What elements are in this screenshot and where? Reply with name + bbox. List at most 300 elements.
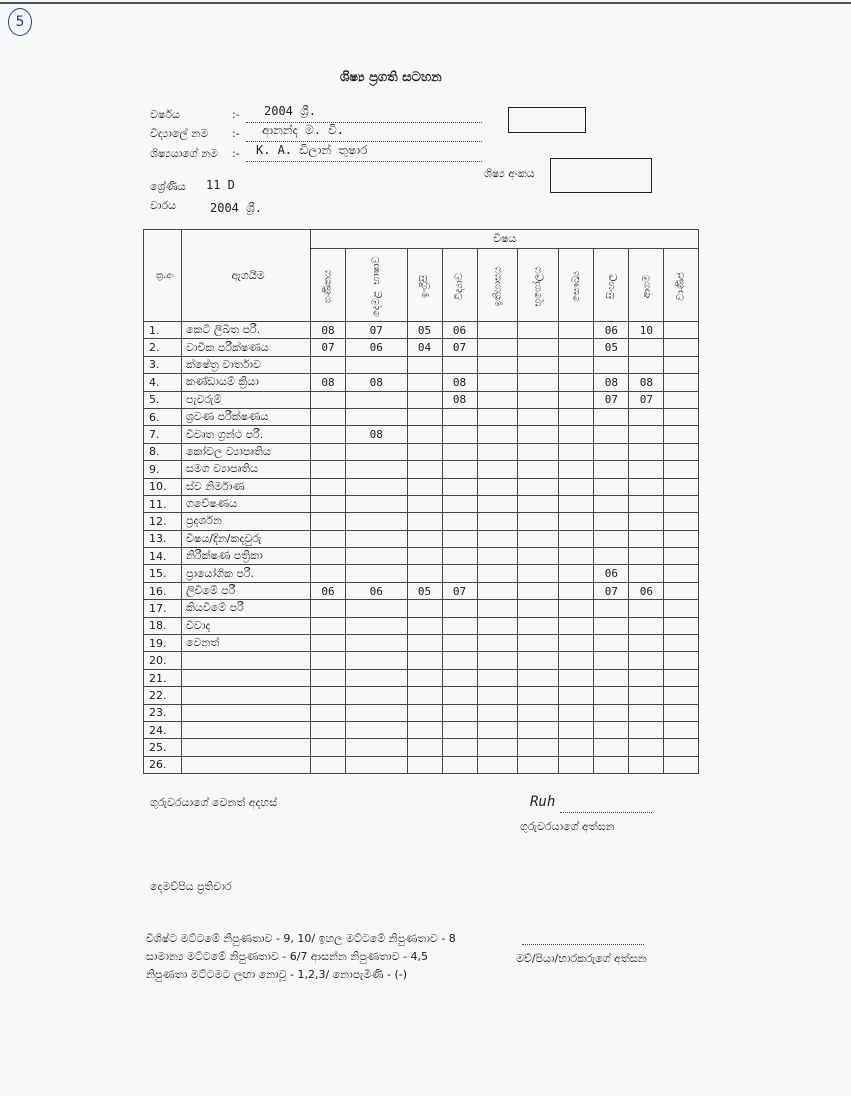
mark-cell (346, 687, 408, 704)
mark-cell (477, 356, 518, 373)
table-row (144, 669, 699, 686)
row-number: 16. (144, 582, 182, 599)
mark-cell (559, 565, 594, 582)
mark-cell (346, 408, 408, 425)
grade-value: 11 D (206, 178, 235, 192)
mark-cell (477, 582, 518, 599)
mark-cell (518, 687, 559, 704)
mark-cell (442, 739, 477, 756)
mark-cell (407, 635, 442, 652)
assessment-name: පැවරුම් (182, 391, 311, 408)
mark-cell (442, 356, 477, 373)
mark-cell (311, 687, 346, 704)
mark-cell (442, 652, 477, 669)
mark-cell (477, 374, 518, 391)
mark-cell (407, 478, 442, 495)
mark-cell (518, 756, 559, 773)
mark-cell (407, 652, 442, 669)
mark-cell (477, 495, 518, 512)
mark-cell (594, 617, 629, 634)
row-number: 25. (144, 739, 182, 756)
mark-cell (629, 461, 664, 478)
mark-cell (559, 600, 594, 617)
mark-cell (664, 478, 699, 495)
mark-cell: 08 (311, 322, 346, 339)
mark-cell (311, 426, 346, 443)
mark-cell (477, 756, 518, 773)
mark-cell (311, 513, 346, 530)
mark-cell (407, 391, 442, 408)
row-number: 22. (144, 687, 182, 704)
subject-header (442, 249, 477, 322)
table-row (144, 513, 699, 530)
mark-cell (629, 408, 664, 425)
assessment-name: නිරීක්ෂණ පත්‍රිකා (182, 548, 311, 565)
mark-cell (664, 617, 699, 634)
mark-cell: 08 (346, 426, 408, 443)
table-row (144, 617, 699, 634)
mark-cell (664, 443, 699, 460)
mark-cell (629, 739, 664, 756)
mark-cell (311, 478, 346, 495)
mark-cell (559, 617, 594, 634)
mark-cell: 08 (594, 374, 629, 391)
year-label: වර්ෂය (150, 108, 180, 121)
assessment-name (182, 739, 311, 756)
mark-cell: 05 (594, 339, 629, 356)
mark-cell (518, 322, 559, 339)
mark-cell (407, 408, 442, 425)
row-number: 18. (144, 617, 182, 634)
mark-cell (346, 391, 408, 408)
mark-cell (346, 721, 408, 738)
mark-cell (346, 513, 408, 530)
mark-cell (346, 530, 408, 547)
mark-cell (594, 426, 629, 443)
subject-header (477, 249, 518, 322)
school-value: ආනන්ද ම. වි. (262, 123, 345, 137)
assessment-name: ප්‍රායෝගික පරී. (182, 565, 311, 582)
table-row (144, 322, 699, 339)
subject-header-label: සෞඛ්‍ය (570, 270, 582, 302)
student-label: ශිෂ්‍යයාගේ නම (150, 147, 219, 160)
mark-cell (594, 721, 629, 738)
mark-cell (664, 548, 699, 565)
mark-cell (664, 408, 699, 425)
mark-cell (311, 704, 346, 721)
mark-cell (518, 426, 559, 443)
table-row (144, 443, 699, 460)
mark-cell (311, 617, 346, 634)
mark-cell (594, 513, 629, 530)
mark-cell (518, 530, 559, 547)
assessment-name (182, 721, 311, 738)
row-number: 20. (144, 652, 182, 669)
mark-cell (346, 652, 408, 669)
mark-cell (311, 635, 346, 652)
mark-cell (518, 513, 559, 530)
mark-cell (407, 443, 442, 460)
mark-cell (311, 565, 346, 582)
mark-cell (442, 513, 477, 530)
table-row (144, 530, 699, 547)
mark-cell (664, 739, 699, 756)
assessment-name: ක්ෂේත්‍ර වාර්තාව (182, 356, 311, 373)
mark-cell (559, 582, 594, 599)
mark-cell (477, 600, 518, 617)
mark-cell (664, 600, 699, 617)
mark-cell (594, 408, 629, 425)
mark-cell (559, 426, 594, 443)
top-border (0, 2, 851, 4)
mark-cell (629, 443, 664, 460)
mark-cell (442, 600, 477, 617)
mark-cell (311, 461, 346, 478)
mark-cell (311, 739, 346, 756)
assessment-name: සමග ව්‍යාපෘතිය (182, 461, 311, 478)
mark-cell (346, 635, 408, 652)
assessment-name: විෂය/දින/කදවුරු (182, 530, 311, 547)
mark-cell (477, 408, 518, 425)
table-row (144, 739, 699, 756)
row-number: 21. (144, 669, 182, 686)
mark-cell: 07 (442, 339, 477, 356)
mark-cell (407, 756, 442, 773)
row-number: 24. (144, 721, 182, 738)
mark-cell (594, 739, 629, 756)
table-row (144, 721, 699, 738)
mark-cell (594, 443, 629, 460)
row-number: 2. (144, 339, 182, 356)
mark-cell: 06 (594, 322, 629, 339)
mark-cell (346, 565, 408, 582)
table-row (144, 374, 699, 391)
table-row (144, 391, 699, 408)
mark-cell: 08 (442, 391, 477, 408)
mark-cell (477, 548, 518, 565)
mark-cell (518, 565, 559, 582)
mark-cell (311, 530, 346, 547)
parent-response-label: දෙමව්පිය ප්‍රතිචාර (150, 880, 232, 893)
table-row (144, 548, 699, 565)
mark-cell (664, 530, 699, 547)
mark-cell (518, 374, 559, 391)
mark-cell (311, 408, 346, 425)
mark-cell (629, 478, 664, 495)
year-value: 2004 ශ්‍රී. (264, 104, 316, 118)
mark-cell: 07 (346, 322, 408, 339)
mark-cell (594, 356, 629, 373)
mark-cell (442, 548, 477, 565)
subject-header (311, 249, 346, 322)
task-header: ඇගයීම (182, 230, 311, 322)
mark-cell (594, 530, 629, 547)
mark-cell: 05 (407, 322, 442, 339)
mark-cell (594, 635, 629, 652)
mark-cell (311, 495, 346, 512)
mark-cell (311, 669, 346, 686)
mark-cell (629, 704, 664, 721)
mark-cell (559, 739, 594, 756)
mark-cell (407, 669, 442, 686)
mark-cell: 07 (594, 391, 629, 408)
row-number: 1. (144, 322, 182, 339)
subject-header (664, 249, 699, 322)
assessment-name (182, 756, 311, 773)
mark-cell (559, 530, 594, 547)
mark-cell (407, 461, 442, 478)
assessment-name (182, 669, 311, 686)
mark-cell (664, 322, 699, 339)
term-label: වාරය (150, 199, 177, 212)
mark-cell (442, 478, 477, 495)
mark-cell (664, 721, 699, 738)
mark-cell (477, 322, 518, 339)
row-number: 7. (144, 426, 182, 443)
assessment-name: ශ්‍රවණ පරීක්ෂණය (182, 408, 311, 425)
mark-cell (664, 461, 699, 478)
mark-cell (311, 548, 346, 565)
assessment-name: ලිවීමේ පරී (182, 582, 311, 599)
subject-header-label: ඉතිහාසය (491, 266, 503, 306)
mark-cell (477, 669, 518, 686)
mark-cell (664, 513, 699, 530)
mark-cell (442, 495, 477, 512)
mark-cell (346, 704, 408, 721)
mark-cell: 07 (442, 582, 477, 599)
mark-cell (664, 635, 699, 652)
assessment-name: වෙනත් (182, 635, 311, 652)
mark-cell (559, 339, 594, 356)
mark-cell (559, 756, 594, 773)
mark-cell (442, 443, 477, 460)
mark-cell (559, 721, 594, 738)
assessment-name: විවෘත ග්‍රන්ථ පරී. (182, 426, 311, 443)
mark-cell (664, 652, 699, 669)
subject-header (559, 249, 594, 322)
mark-cell (594, 548, 629, 565)
mark-cell: 06 (311, 582, 346, 599)
mark-cell: 07 (594, 582, 629, 599)
mark-cell (559, 374, 594, 391)
row-number: 9. (144, 461, 182, 478)
mark-cell (442, 687, 477, 704)
num-header: ක්‍ර.අං (144, 230, 182, 322)
mark-cell (559, 356, 594, 373)
mark-cell (518, 617, 559, 634)
mark-cell (629, 721, 664, 738)
row-number: 23. (144, 704, 182, 721)
mark-cell (518, 582, 559, 599)
mark-cell (407, 721, 442, 738)
index-box (550, 158, 652, 193)
mark-cell (407, 495, 442, 512)
mark-cell (629, 426, 664, 443)
mark-cell (477, 721, 518, 738)
mark-cell (559, 669, 594, 686)
mark-cell (477, 478, 518, 495)
subject-header-label: ඉංග්‍රීසි (419, 274, 431, 298)
row-number: 14. (144, 548, 182, 565)
assessment-name (182, 704, 311, 721)
mark-cell (442, 530, 477, 547)
mark-cell (559, 687, 594, 704)
mark-cell (442, 669, 477, 686)
mark-cell (664, 687, 699, 704)
mark-cell (664, 565, 699, 582)
mark-cell: 08 (311, 374, 346, 391)
mark-cell (629, 495, 664, 512)
teacher-notes-label: ගුරුවරයාගේ වෙනත් අදහස් (150, 796, 277, 809)
table-row (144, 426, 699, 443)
mark-cell (346, 756, 408, 773)
mark-cell (442, 426, 477, 443)
row-number: 17. (144, 600, 182, 617)
table-row (144, 704, 699, 721)
mark-cell (407, 600, 442, 617)
marks-table (143, 229, 699, 774)
mark-cell (518, 635, 559, 652)
mark-cell (477, 391, 518, 408)
mark-cell (346, 617, 408, 634)
table-row (144, 495, 699, 512)
row-number: 19. (144, 635, 182, 652)
mark-cell (477, 426, 518, 443)
assessment-name: කෙටි ලිඛිත පරී. (182, 322, 311, 339)
row-number: 5. (144, 391, 182, 408)
mark-cell (629, 687, 664, 704)
subject-header (346, 249, 408, 322)
row-number: 11. (144, 495, 182, 512)
mark-cell: 06 (346, 339, 408, 356)
mark-cell (594, 756, 629, 773)
mark-cell (442, 756, 477, 773)
mark-cell (346, 478, 408, 495)
assessment-name: ප්‍රදර්ශන (182, 513, 311, 530)
mark-cell (629, 513, 664, 530)
mark-cell: 06 (629, 582, 664, 599)
mark-cell (629, 635, 664, 652)
mark-cell (442, 635, 477, 652)
mark-cell (477, 652, 518, 669)
assessment-name: විවාද (182, 617, 311, 634)
mark-cell (311, 756, 346, 773)
table-row (144, 356, 699, 373)
mark-cell (559, 408, 594, 425)
legend-line-3: නිපුණතා මට්ටමට ලඟා නොවූ - 1,2,3/ නොපැමිණි - (-) (146, 968, 408, 981)
table-row (144, 600, 699, 617)
mark-cell (346, 356, 408, 373)
mark-cell: 08 (629, 374, 664, 391)
mark-cell (559, 461, 594, 478)
subject-header (518, 249, 559, 322)
teacher-signature: Ruh (530, 794, 556, 810)
row-number: 15. (144, 565, 182, 582)
mark-cell (518, 339, 559, 356)
mark-cell (407, 739, 442, 756)
mark-cell (477, 739, 518, 756)
mark-cell (518, 443, 559, 460)
page-title: ශිෂ්‍ය ප්‍රගති සටහන (340, 70, 442, 85)
mark-cell (407, 374, 442, 391)
mark-cell: 08 (346, 374, 408, 391)
table-row (144, 565, 699, 582)
mark-cell (664, 339, 699, 356)
row-number: 26. (144, 756, 182, 773)
table-row (144, 652, 699, 669)
subject-header-label: සිංහල (605, 273, 617, 299)
mark-cell (407, 704, 442, 721)
assessment-name: කෝවල ව්‍යාපෘතිය (182, 443, 311, 460)
mark-cell (518, 548, 559, 565)
mark-cell (518, 704, 559, 721)
mark-cell (559, 548, 594, 565)
mark-cell (477, 635, 518, 652)
mark-cell (442, 565, 477, 582)
mark-cell (346, 600, 408, 617)
table-row (144, 687, 699, 704)
mark-cell (311, 652, 346, 669)
table-row (144, 408, 699, 425)
mark-cell (311, 356, 346, 373)
mark-cell (664, 669, 699, 686)
mark-cell (442, 704, 477, 721)
mark-cell (518, 669, 559, 686)
legend-line-1: විශිෂ්ට මට්ටමේ නිපුණතාව - 9, 10/ ඉහල මට්ටමේ නිපුණතාව - 8 (146, 932, 456, 945)
mark-cell: 04 (407, 339, 442, 356)
mark-cell (311, 721, 346, 738)
row-number: 6. (144, 408, 182, 425)
mark-cell (477, 617, 518, 634)
subject-header-label: ගණිතය (322, 269, 334, 303)
legend-line-2: සාමාන්‍ය මට්ටමේ නිපුණතාව - 6/7 ආසන්න නිපුණතාව - 4,5 (146, 950, 428, 963)
assessment-name: වාචික පරීක්ෂණය (182, 339, 311, 356)
table-row (144, 582, 699, 599)
mark-cell (629, 617, 664, 634)
mark-cell (311, 391, 346, 408)
mark-cell (629, 565, 664, 582)
row-number: 13. (144, 530, 182, 547)
page-number: 5 (8, 8, 32, 36)
mark-cell (518, 391, 559, 408)
assessment-name: ස්ව නිර්මාණ (182, 478, 311, 495)
mark-cell: 07 (629, 391, 664, 408)
mark-cell (559, 495, 594, 512)
mark-cell: 06 (594, 565, 629, 582)
assessment-name (182, 687, 311, 704)
row-number: 10. (144, 478, 182, 495)
mark-cell (518, 408, 559, 425)
mark-cell (629, 600, 664, 617)
mark-cell (664, 356, 699, 373)
mark-cell (477, 461, 518, 478)
table-row (144, 478, 699, 495)
mark-cell (559, 443, 594, 460)
mark-cell (407, 426, 442, 443)
row-number: 4. (144, 374, 182, 391)
mark-cell (477, 339, 518, 356)
mark-cell (594, 495, 629, 512)
grade-label: ශ්‍රේණිය (150, 180, 186, 193)
subject-header-label: ආගම (640, 274, 652, 298)
mark-cell (664, 374, 699, 391)
mark-cell: 10 (629, 322, 664, 339)
mark-cell (518, 652, 559, 669)
mark-cell (407, 548, 442, 565)
mark-cell: 06 (442, 322, 477, 339)
table-row (144, 461, 699, 478)
mark-cell (664, 391, 699, 408)
